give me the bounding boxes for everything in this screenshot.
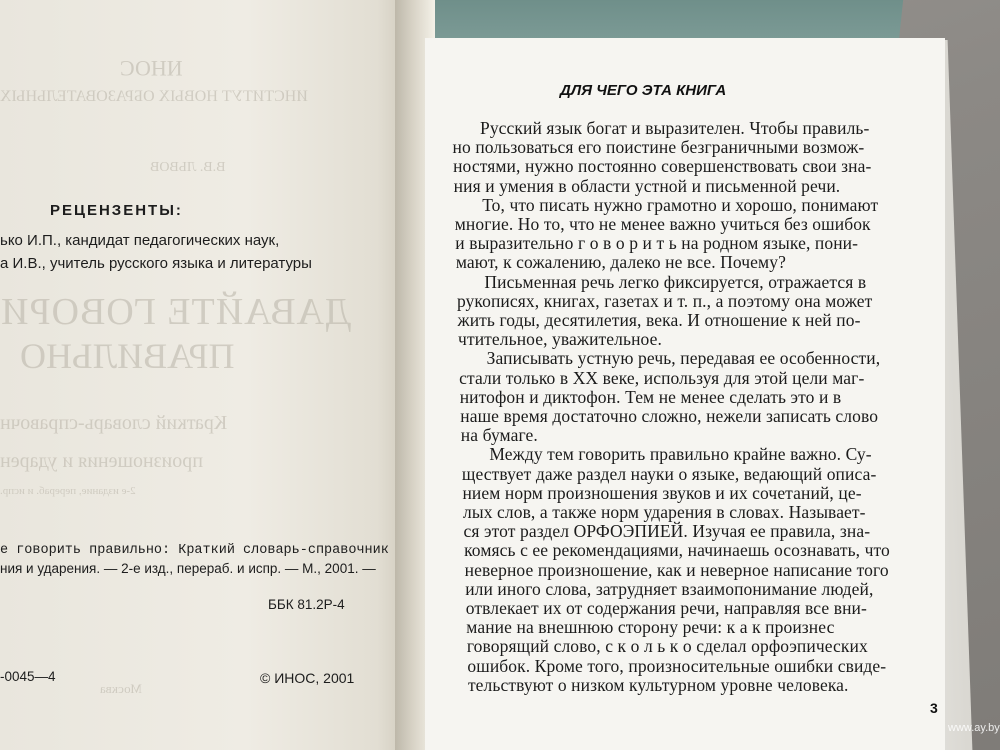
body-line: мают, к сожалению, далеко не все. Почему? (455, 252, 786, 273)
reviewer-2: а И.В., учитель русского языка и литературы (0, 255, 312, 272)
body-line: наше время достаточно сложно, нежели записать слово (460, 406, 879, 426)
body-line: ностями, нужно постоянно совершенствовать свои зна- (453, 156, 872, 177)
ghost-title-1: ДАВАЙТЕ ГОВОРИ (0, 291, 351, 333)
body-line: отвлекает их от содержания речи, направляя все вни- (465, 598, 867, 618)
body-line: ния и умения в области устной и письменной речи. (453, 175, 841, 196)
body-line: чтительное, уважительное. (458, 329, 662, 350)
left-page (0, 0, 410, 750)
body-line: и выразительно г о в о р и т ь на родном языке, пони- (455, 233, 859, 254)
ghost-author: В.В. ЛЬВОВ (150, 160, 226, 175)
bib-line-1: е говорить правильно: Краткий словарь-справочник (0, 543, 389, 558)
ghost-inos: ИНОС (120, 56, 183, 81)
body-line: неверное произношение, как и неверное написание того (464, 559, 889, 580)
body-line: рукописях, книгах, газетах и т. п., а поэтому она может (456, 290, 873, 311)
body-line: ошибок. Кроме того, произносительные ошибки свиде- (467, 655, 887, 676)
ghost-sub-1: Краткий словарь-справочн (0, 412, 228, 434)
body-line: Записывать устную речь, передавая ее особенности, (486, 348, 881, 369)
body-line: говорящий слово, с к о л ь к о сделал орфоэпических (466, 636, 868, 657)
body-line: жить годы, десятилетия, века. И отношение к ней по- (457, 310, 861, 330)
copyright: © ИНОС, 2001 (260, 670, 355, 686)
body-line: Между тем говорить правильно крайне важно. Су- (489, 444, 872, 465)
body-line: многие. Но то, что не менее важно учиться без ошибок (454, 214, 871, 234)
body-line: нием норм произношения звуков и их сочетаний, це- (462, 482, 862, 503)
body-line: лых слов, а также норм ударения в словах. Называет- (463, 502, 866, 522)
reviewer-1: ько И.П., кандидат педагогических наук, (0, 232, 280, 249)
body-line: То, что писать нужно грамотно и хорошо, понимают (482, 194, 879, 215)
body-line: тельствуют о низком культурном уровне человека. (467, 674, 849, 695)
page-number: 3 (930, 700, 938, 716)
body-line: Русский язык богат и выразителен. Чтобы правиль- (480, 118, 870, 138)
reviewers-heading: РЕЦЕНЗЕНТЫ: (50, 202, 183, 219)
ghost-sub-3: 2-е издание, перераб. и испр. (0, 485, 136, 497)
body-line: ществует даже раздел науки о языке, ведающий описа- (461, 463, 877, 484)
body-line: комясь с ее рекомендациями, начинаешь осознавать, что (464, 540, 890, 561)
body-line: Письменная речь легко фиксируется, отражается в (484, 271, 867, 292)
body-line: нитофон и диктофон. Тем не менее сделать это и в (459, 386, 842, 407)
body-line: мание на внешнюю сторону речи: к а к произнес (466, 617, 835, 638)
ghost-sub-2: произношения и ударен (0, 450, 203, 472)
chapter-heading: ДЛЯ ЧЕГО ЭТА КНИГА (560, 82, 727, 99)
isbn-tail: -0045—4 (0, 669, 56, 684)
body-line: стали только в XX веке, используя для этой цели маг- (459, 367, 865, 388)
ghost-city: Москва (100, 681, 142, 696)
body-line: ся этот раздел ОРФОЭПИЕЙ. Изучая ее правила, зна- (463, 521, 871, 542)
watermark: www.ay.by (948, 722, 1000, 734)
ghost-title-2: ПРАВИЛЬНО (20, 336, 235, 376)
body-line: на бумаге. (460, 425, 538, 446)
bbk-code: ББК 81.2Р-4 (268, 597, 345, 612)
body-line: но пользоваться его поистине безграничными возмож- (452, 137, 865, 158)
ghost-institute: ИНСТИТУТ НОВЫХ ОБРАЗОВАТЕЛЬНЫХ (0, 88, 308, 105)
bib-line-2: ния и ударения. — 2-е изд., перераб. и испр. — М., 2001. — (0, 561, 376, 576)
body-line: или иного слова, затрудняет взаимопонимание людей, (465, 578, 874, 599)
